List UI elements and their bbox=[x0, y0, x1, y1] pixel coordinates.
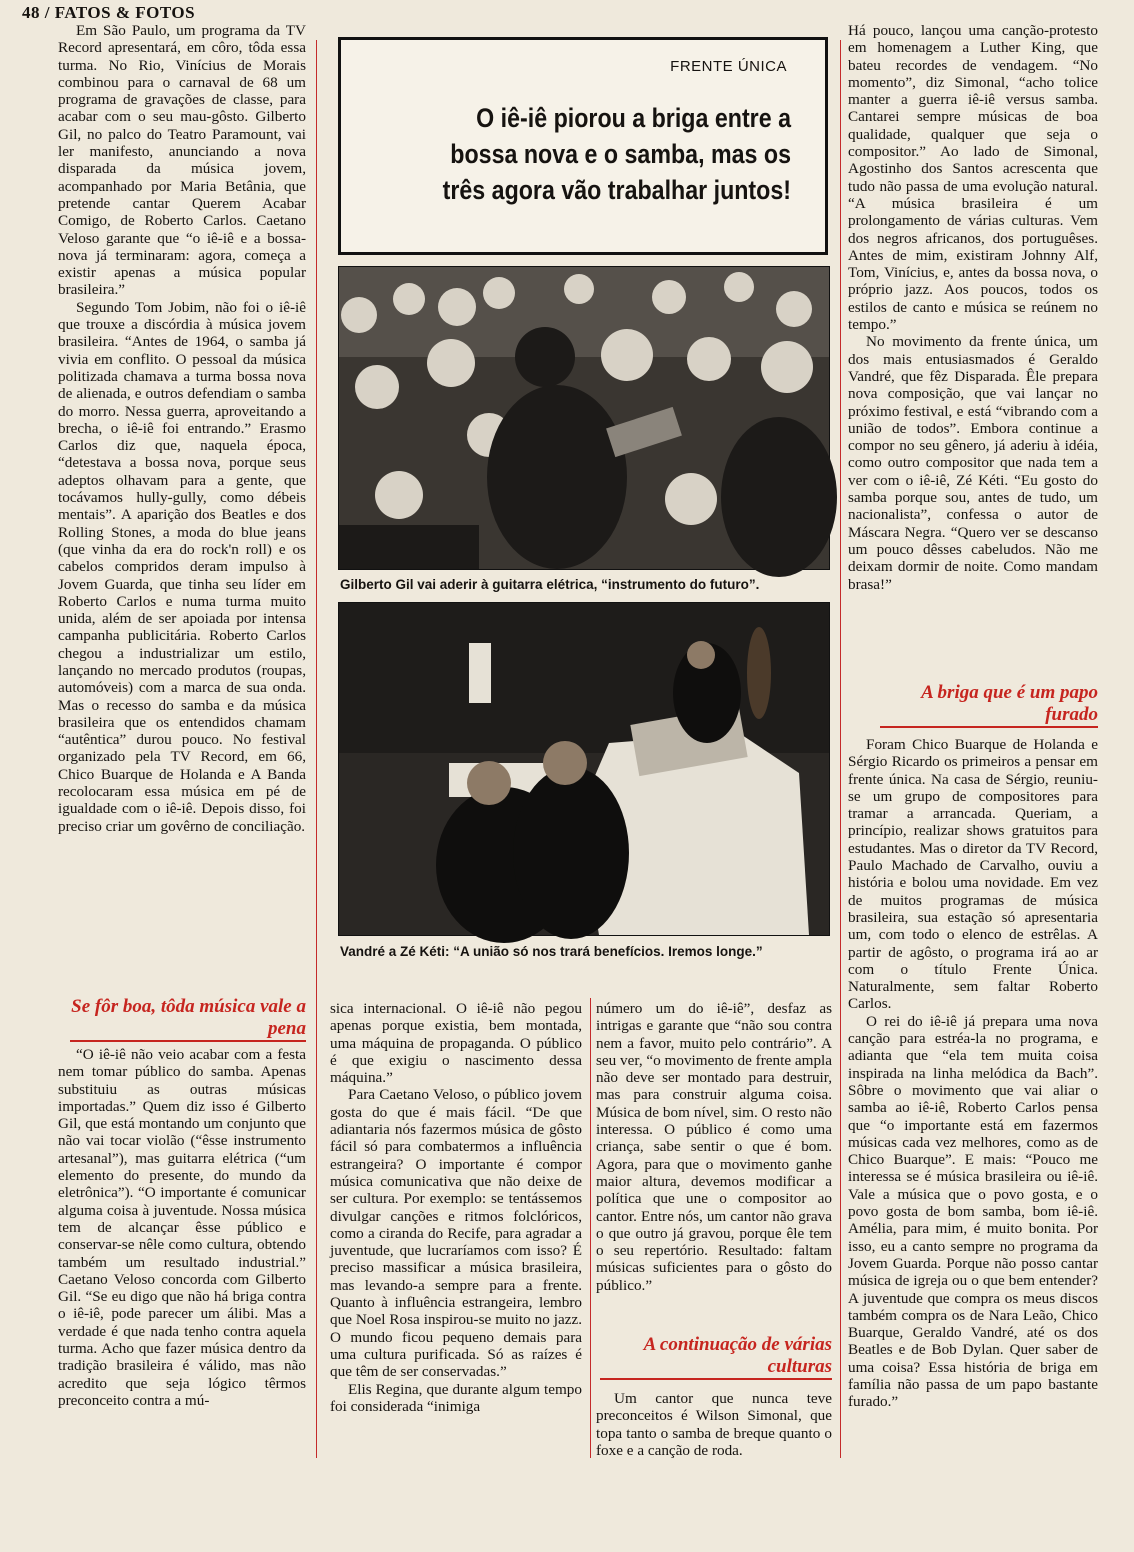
column-1-top bbox=[58, 22, 306, 970]
subhead-papo-furado bbox=[880, 682, 1098, 728]
paragraph: Em São Paulo, um programa da TV Record apresentará, em côro, tôda essa turma. No Rio, Vinícius de Morais combinou para o carnaval de 68 um programa de gravações de classe, para acabar com o seu mau-gôsto. Gilberto Gil, no palco do Teatro Paramount, vai ler manifesto, anunciando a nova disparada da música jovem, acompanhado por Maria Betânia, que pretende cantar Querem Acabar Comigo, de Roberto Carlos. Caetano Veloso garante que “o iê-iê e a bossa-nova já terminaram: agora, começa a existir apenas a música popular brasileira.” bbox=[58, 22, 306, 299]
paragraph: No movimento da frente única, um dos mais entusiasmados é Geraldo Vandré, que fêz Disparada. Êle prepara nova composição, que vai lançar no próximo festival, e está “vibrando com a união de todos”. Embora continue a compor no seu gênero, já aderiu à idéia, como outro compositor que nada tem a ver com o iê-iê, Zé Kéti. “Eu gosto do samba porque sou, antes de tudo, um nacionalista”, confessa o autor de Máscara Negra. “Quero ver se descanso um pouco dêsses cabeludos. Não me deixam dormir de noite. Como mandam brasa!” bbox=[848, 333, 1098, 593]
column-2-bottom bbox=[330, 1000, 582, 1458]
paragraph: Um cantor que nunca teve preconceitos é Wilson Simonal, que topa tanto o samba de breque quanto o foxe e a canção de roda. bbox=[596, 1390, 832, 1459]
headline: O iê-iê piorou a briga entre a bossa nova e o samba, mas os três agora vão trabalhar juntos! bbox=[442, 103, 791, 205]
photo-gilberto-gil-crowd bbox=[338, 266, 830, 570]
title-box bbox=[338, 37, 828, 255]
kicker: FRENTE ÚNICA bbox=[670, 58, 787, 75]
photo-caption-bottom: Vandré a Zé Kéti: “A união só nos trará benefícios. Iremos longe.” bbox=[340, 944, 763, 959]
column-1-bottom bbox=[58, 1046, 306, 1456]
subhead-text: A continuação de várias culturas bbox=[600, 1334, 832, 1380]
column-4-top bbox=[848, 22, 1098, 662]
subhead-text: A briga que é um papo furado bbox=[880, 682, 1098, 728]
subhead-boa-musica bbox=[70, 996, 306, 1042]
photo-vandre-ze-keti bbox=[338, 602, 830, 936]
page-header: 48 / FATOS & FOTOS bbox=[22, 3, 196, 22]
photo-crowd-illustration bbox=[339, 267, 829, 569]
photo-piano-illustration bbox=[339, 603, 829, 935]
paragraph: Há pouco, lançou uma canção-protesto em homenagem a Luther King, que bateu recordes de vendagem. “No momento”, diz Simonal, “acho tolice manter a guerra iê-iê versus samba. Cantarei sempre músicas de boa qualidade, qualquer que seja o compositor.” Ao lado de Simonal, Agostinho dos Santos acrescenta que tudo não passa de uma evolução natural. “A música brasileira é um prolongamento de várias culturas. Vem dos negros africanos, dos portuguêses. Antes de mim, existiram Johnny Alf, Tom, Vinícius, e, antes da bossa nova, o próprio jazz. Aos poucos, todos os estilos de canto e música se reúnem no tempo.” bbox=[848, 22, 1098, 334]
subhead-continuacao bbox=[600, 1334, 832, 1380]
paragraph: sica internacional. O iê-iê não pegou apenas porque existia, bem montada, uma máquina de propaganda. O público é que exigiu o nascimento dessa máquina.” bbox=[330, 1000, 582, 1087]
column-rule bbox=[840, 40, 841, 1458]
photo-caption-top: Gilberto Gil vai aderir à guitarra elétrica, “instrumento do futuro”. bbox=[340, 577, 760, 592]
column-rule bbox=[590, 998, 591, 1458]
paragraph: Segundo Tom Jobim, não foi o iê-iê que trouxe a discórdia à música jovem brasileira. “Antes de 1964, o samba já vivia em conflito. O pessoal da música politizada chamava a turma bossa nova de alienada, e outros defendiam o samba do morro. Nessa guerra, aproveitando a brecha, o iê-iê foi entrando.” Erasmo Carlos diz que, naquela época, “detestava a bossa nova, porque seus adeptos olhavam para a gente, que tocávamos hully-gully, como débeis mentais”. A aparição dos Beatles e dos Rolling Stones, a moda do blue jeans (que vinha da era do rock'n roll) e os cabelos compridos deram impulso à Jovem Guarda, que tinha seu líder em Roberto Carlos e numa turma muito unida, além de ser apoiada por intensa campanha publicitária. Roberto Carlos chegou a industrializar um estilo, lançando no mercado produtos (roupas, automóveis) com a marca de sua onda. Mas o recesso do samba e da música brasileira que os entendidos chamam “autêntica” durou pouco. No festival organizado pela TV Record, em 66, Chico Buarque de Holanda e A Banda recolocaram essa música em pé de igualdade com o iê-iê. Depois disso, foi preciso criar um govêrno de conciliação. bbox=[58, 298, 306, 835]
paragraph: O rei do iê-iê já prepara uma nova canção para estréa-la no programa, e adianta que “ela tem muita coisa inspirada na linha melódica da Bach”. Sôbre o movimento que vai aliar o samba ao iê-iê, Roberto Carlos pensa que “o importante está em fazermos músicas cada vez melhores, como as de Chico Buarque”. E mais: “Pouco me interessa se é música brasileira ou iê-iê. Vale a música que o povo gosta, e o povo gosta de bom samba, bom iê-iê. Amélia, para mim, é muito bonita. Por isso, eu a canto sempre no programa da Jovem Guarda. Porque não posso cantar música de igreja ou o que bem entender? A juventude que compra os meus discos também compra os de Nara Leão, Chico Buarque, Geraldo Vandré, até os dos Beatles e de Bob Dylan. Quer saber de uma coisa? Essa história de briga em família não passa de um papo bastante furado.” bbox=[848, 1012, 1098, 1411]
paragraph: “O iê-iê não veio acabar com a festa nem tomar público do samba. Apenas substituiu as outras músicas importadas.” Quem diz isso é Gilberto Gil, que está montando um conjunto que não vai tocar violão (“êsse instrumento artesanal”), mas guitarra elétrica (“um elemento do presente, do mundo da eletrônica”). “O importante é comunicar alguma coisa à juventude. Nossa música tem de alcançar êsse público e conservar-se nêle como cultura, obtendo também um resultado industrial.” Caetano Veloso concorda com Gilberto Gil. “Se eu digo que não há briga contra o iê-iê, pode parecer um álibi. Mas a verdade é que nada tenho contra aquela turma. Acho que fazer música dentro da tradição brasileira é válido, mas não acredito que seja lógico têrmos preconceito contra a mú- bbox=[58, 1046, 306, 1409]
column-rule bbox=[316, 40, 317, 1458]
paragraph: Foram Chico Buarque de Holanda e Sérgio Ricardo os primeiros a pensar em frente única. Na casa de Sérgio, reuniu-se um grupo de compositores para tramar a arrancada. Queriam, a princípio, realizar shows gratuitos para estudantes. Mas o diretor da TV Record, Paulo Machado de Carvalho, ouviu a história e bolou uma novidade. Em vez de muitos programas de música brasileira, sua estação só apresentaria um, com todo o elenco de estrêlas. A partir de agôsto, o programa irá ao ar com o título Frente Única. Naturalmente, sem faltar Roberto Carlos. bbox=[848, 736, 1098, 1013]
column-3-bottom bbox=[596, 1000, 832, 1294]
subhead-text: Se fôr boa, tôda música vale a pena bbox=[70, 996, 306, 1042]
paragraph: número um do iê-iê”, desfaz as intrigas e garante que “não sou contra nem a favor, muito pelo contrário”. A seu ver, “o movimento de frente ampla não deve ser montado para destruir, mas para construir alguma coisa. Música de bom nível, sim. O resto não interessa. O público é como uma criança, sabe sentir o que é bom. Agora, para que o movimento ganhe maior altura, devemos modificar a política que une o compositor ao cantor. Entre nós, um cantor não grava o que outro já gravou, porque êle tem o seu repertório. Resultado: faltam músicas suficientes para o gôsto do público.” bbox=[596, 1000, 832, 1294]
column-4-bottom bbox=[848, 736, 1098, 1460]
paragraph: Elis Regina, que durante algum tempo foi considerada “inimiga bbox=[330, 1380, 582, 1415]
paragraph: Para Caetano Veloso, o público jovem gosta do que é mais fácil. “De que adiantaria nós fazermos música de gôsto fácil só para combatermos a influência estrangeira? O importante é compor música comunicativa que não deixe de ser cultura. Por exemplo: se tentássemos divulgar canções e ritmos folclóricos, como a ciranda do Recife, para agradar a juventude, que lucraríamos com isso? É preciso massificar a música brasileira, mas levando-a sempre para a frente. Quanto à influência estrangeira, lembro que Noel Rosa inspirou-se muito no jazz. O mundo ficou pequeno demais para uma cultura purificada. Só as raízes é que têm de ser conservadas.” bbox=[330, 1086, 582, 1381]
column-3-end bbox=[596, 1390, 832, 1460]
